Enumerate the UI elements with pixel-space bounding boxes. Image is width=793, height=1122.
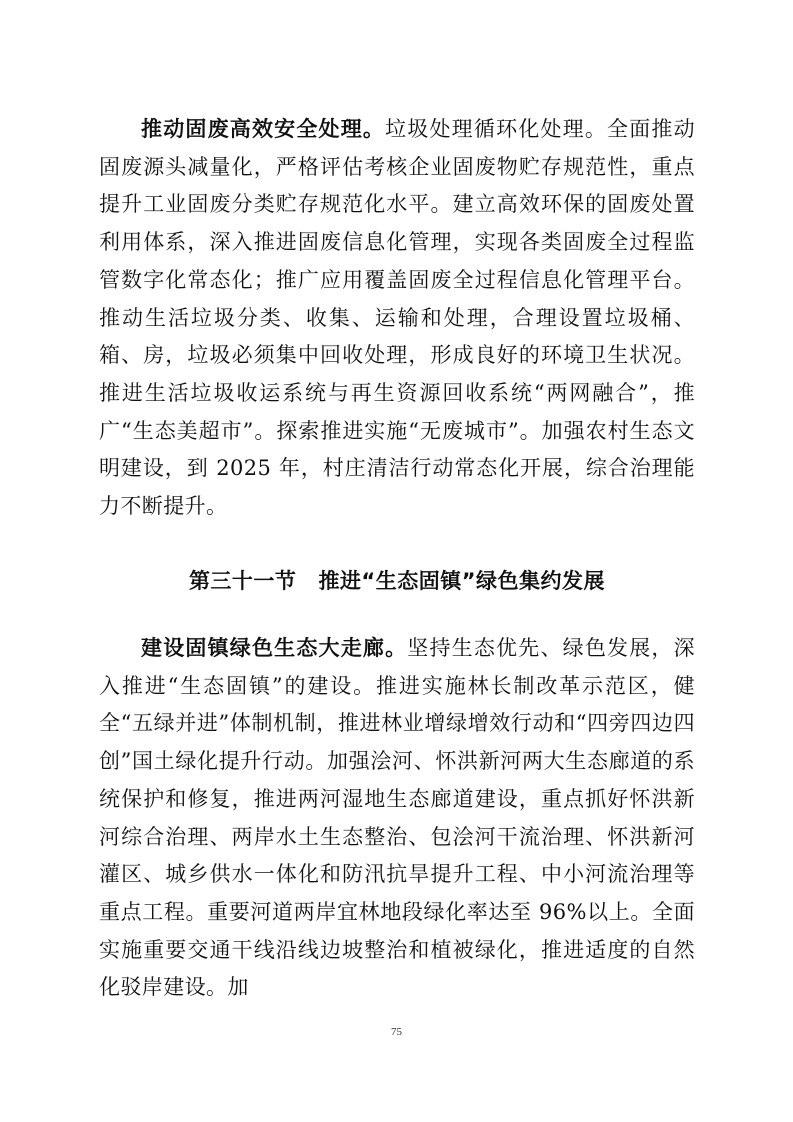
paragraph-lead-heading: 建设固镇绿色生态大走廊。 (141, 635, 408, 660)
paragraph-solid-waste (99, 110, 695, 526)
paragraph-lead-heading: 推动固废高效安全处理。 (141, 116, 386, 141)
paragraph-ecological-corridor (99, 629, 695, 1007)
section-number: 第三十一节 (188, 569, 297, 593)
section-title: 推进“生态固镇”绿色集约发展 (318, 569, 606, 593)
paragraph-body: 坚持生态优先、绿色发展，深入推进“生态固镇”的建设。推进实施林长制改革示范区，健全“五绿并进”体制机制，推进林业增绿增效行动和“四旁四边四创”国土绿化提升行动。加强浍河、怀洪新河两大生态廊道的系统保护和修复，推进两河湿地生态廊道建设，重点抓好怀洪新河综合治理、两岸水土生态整治、包浍河干流治理、怀洪新河灌区、城乡供水一体化和防汛抗旱提升工程、中小河流治理等重点工程。重要河道两岸宜林地段绿化率达至 96%以上。全面实施重要交通干线沿线边坡整治和植被绿化，推进适度的自然化驳岸建设。加 (99, 636, 695, 1000)
page-number: 75 (391, 1026, 402, 1038)
paragraph-body: 垃圾处理循环化处理。全面推动固废源头减量化，严格评估考核企业固废物贮存规范性，重点提升工业固废分类贮存规范化水平。建立高效环保的固废处置利用体系，深入推进固废信息化管理，实现各类固废全过程监管数字化常态化；推广应用覆盖固废全过程信息化管理平台。推动生活垃圾分类、收集、运输和处理，合理设置垃圾桶、箱、房，垃圾必须集中回收处理，形成良好的环境卫生状况。推进生活垃圾收运系统与再生资源回收系统“两网融合”，推广“生态美超市”。探索推进实施“无废城市”。加强农村生态文明建设，到 2025 年，村庄清洁行动常态化开展，综合治理能力不断提升。 (99, 117, 695, 519)
section-heading (99, 563, 695, 600)
